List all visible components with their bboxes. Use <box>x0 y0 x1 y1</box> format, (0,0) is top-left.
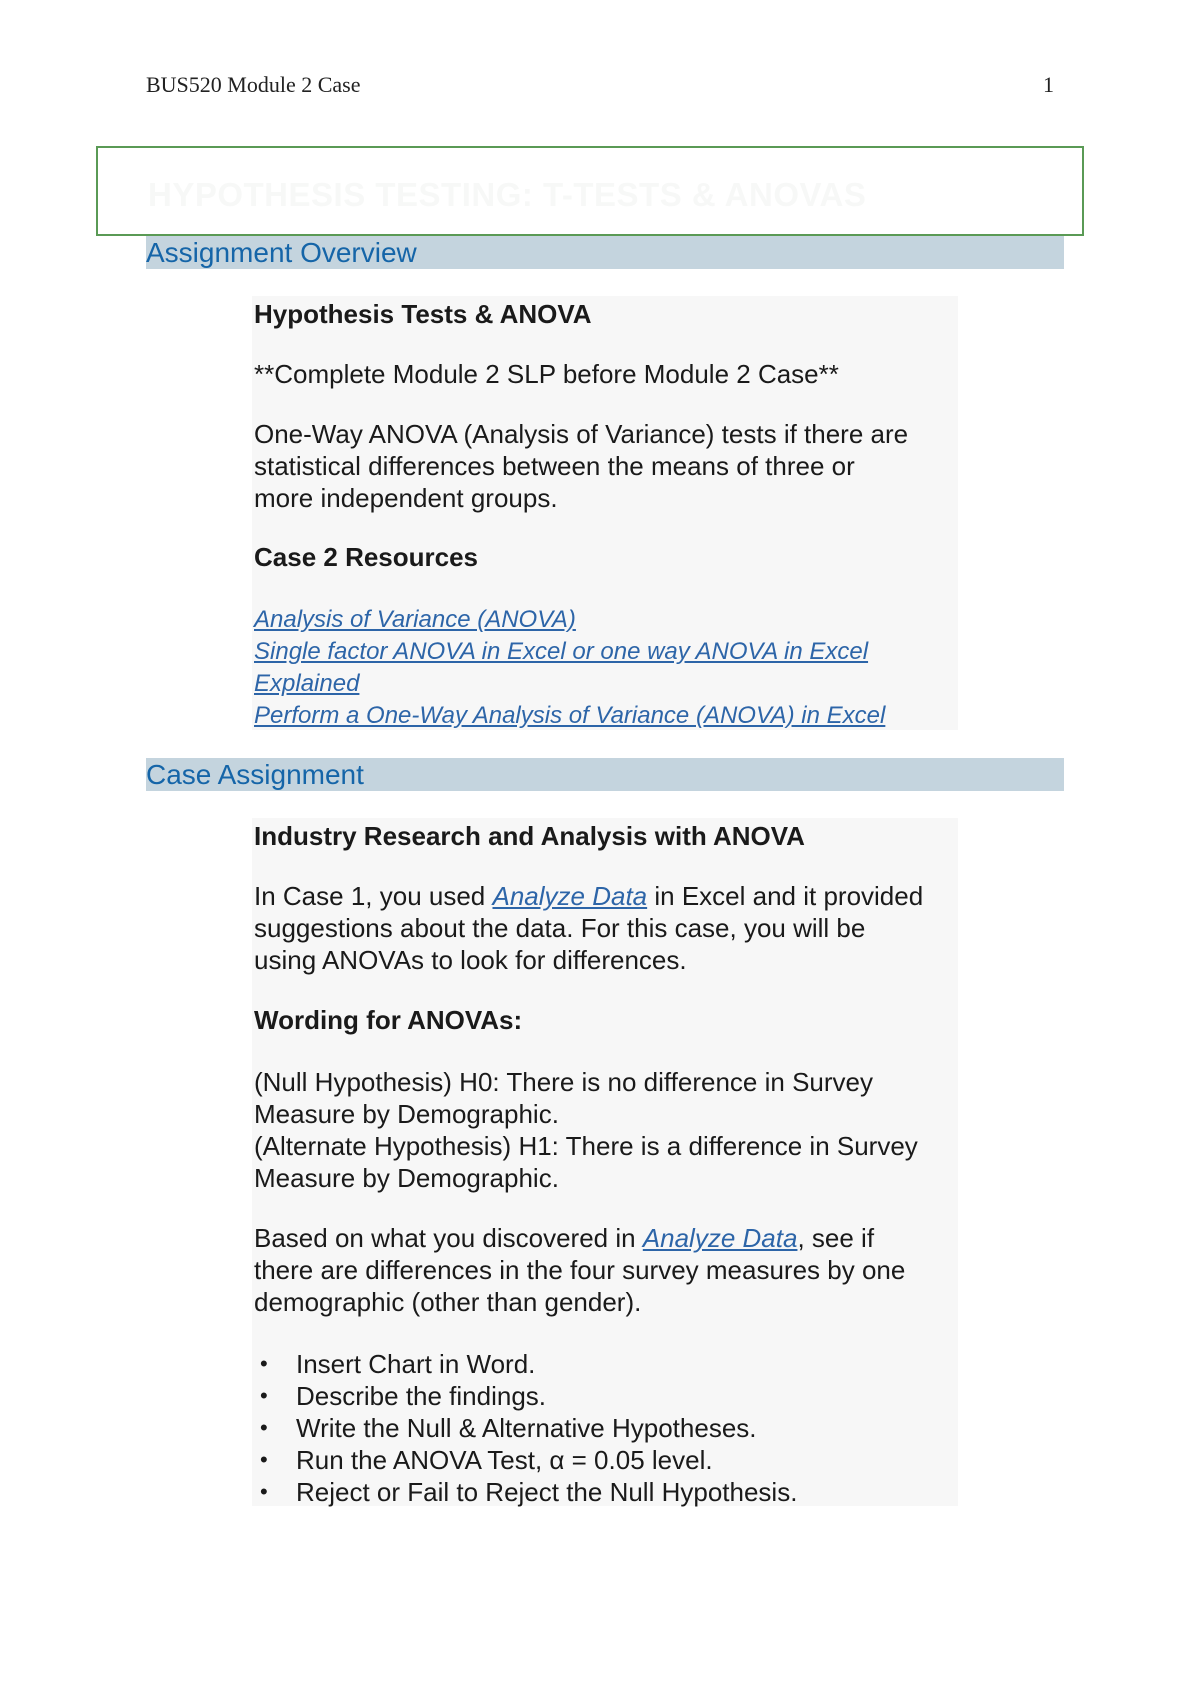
page-number: 1 <box>1043 72 1054 97</box>
overview-heading: Assignment Overview <box>146 237 417 268</box>
intro-line-3: using ANOVAs to look for differences. <box>254 945 687 975</box>
hypothesis-line-1: (Null Hypothesis) H0: There is no difference in Survey <box>254 1067 873 1097</box>
list-item <box>252 1380 952 1412</box>
based-text-after: , see if <box>797 1223 875 1253</box>
section-heading-case <box>146 758 1064 791</box>
based-text-before: Based on what you discovered in <box>254 1223 643 1253</box>
bullet-text: Write the Null & Alternative Hypotheses. <box>296 1413 757 1443</box>
list-item <box>252 1348 952 1380</box>
page-header <box>146 72 1054 98</box>
intro-line-2: suggestions about the data. For this case, you will be <box>254 913 866 943</box>
wording-heading: Wording for ANOVAs: <box>254 1005 523 1035</box>
description-line-3: more independent groups. <box>254 483 558 513</box>
list-item <box>252 1412 952 1444</box>
list-item <box>252 1476 952 1508</box>
case-panel <box>252 818 958 1506</box>
based-line-2: there are differences in the four survey measures by one <box>254 1255 906 1285</box>
intro-text-after: in Excel and it provided <box>647 881 924 911</box>
bullet-text: Insert Chart in Word. <box>296 1349 536 1379</box>
document-title: HYPOTHESIS TESTING: T-TESTS & ANOVAS <box>148 176 867 213</box>
hypothesis-line-2: Measure by Demographic. <box>254 1099 559 1129</box>
overview-note: **Complete Module 2 SLP before Module 2 Case** <box>254 359 839 389</box>
overview-panel <box>252 296 958 730</box>
analyze-data-link[interactable]: Analyze Data <box>492 881 648 911</box>
hypothesis-line-3: (Alternate Hypothesis) H1: There is a difference in Survey <box>254 1131 918 1161</box>
based-line-1 <box>254 1222 874 1254</box>
case-subheading: Industry Research and Analysis with ANOVA <box>254 821 805 851</box>
description-line-1: One-Way ANOVA (Analysis of Variance) tests if there are <box>254 419 909 449</box>
resources-heading: Case 2 Resources <box>254 542 479 572</box>
intro-line-1 <box>254 880 923 912</box>
case-heading: Case Assignment <box>146 759 364 790</box>
hypothesis-line-4: Measure by Demographic. <box>254 1163 559 1193</box>
bullet-text: Run the ANOVA Test, α = 0.05 level. <box>296 1445 713 1475</box>
based-line-3: demographic (other than gender). <box>254 1287 642 1317</box>
bullet-icon: • <box>260 1479 268 1504</box>
section-heading-overview <box>146 236 1064 269</box>
bullet-text: Describe the findings. <box>296 1381 547 1411</box>
bullet-icon: • <box>260 1447 268 1472</box>
link-single-factor-anova-cont[interactable]: Explained <box>254 670 360 697</box>
intro-text-before: In Case 1, you used <box>254 881 493 911</box>
bullet-icon: • <box>260 1383 268 1408</box>
analyze-data-link-2[interactable]: Analyze Data <box>642 1223 798 1253</box>
overview-subheading: Hypothesis Tests & ANOVA <box>254 299 592 329</box>
link-single-factor-anova[interactable]: Single factor ANOVA in Excel or one way ANOVA in Excel <box>254 638 869 665</box>
bullet-text: Reject or Fail to Reject the Null Hypothesis. <box>296 1477 798 1507</box>
link-analysis-of-variance[interactable]: Analysis of Variance (ANOVA) <box>254 606 576 633</box>
description-line-2: statistical differences between the means of three or <box>254 451 855 481</box>
bullet-icon: • <box>260 1351 268 1376</box>
running-head: BUS520 Module 2 Case <box>146 72 361 97</box>
title-box <box>96 146 1084 236</box>
bullet-icon: • <box>260 1415 268 1440</box>
list-item <box>252 1444 952 1476</box>
link-perform-one-way-anova[interactable]: Perform a One-Way Analysis of Variance (ANOVA) in Excel <box>254 702 886 729</box>
